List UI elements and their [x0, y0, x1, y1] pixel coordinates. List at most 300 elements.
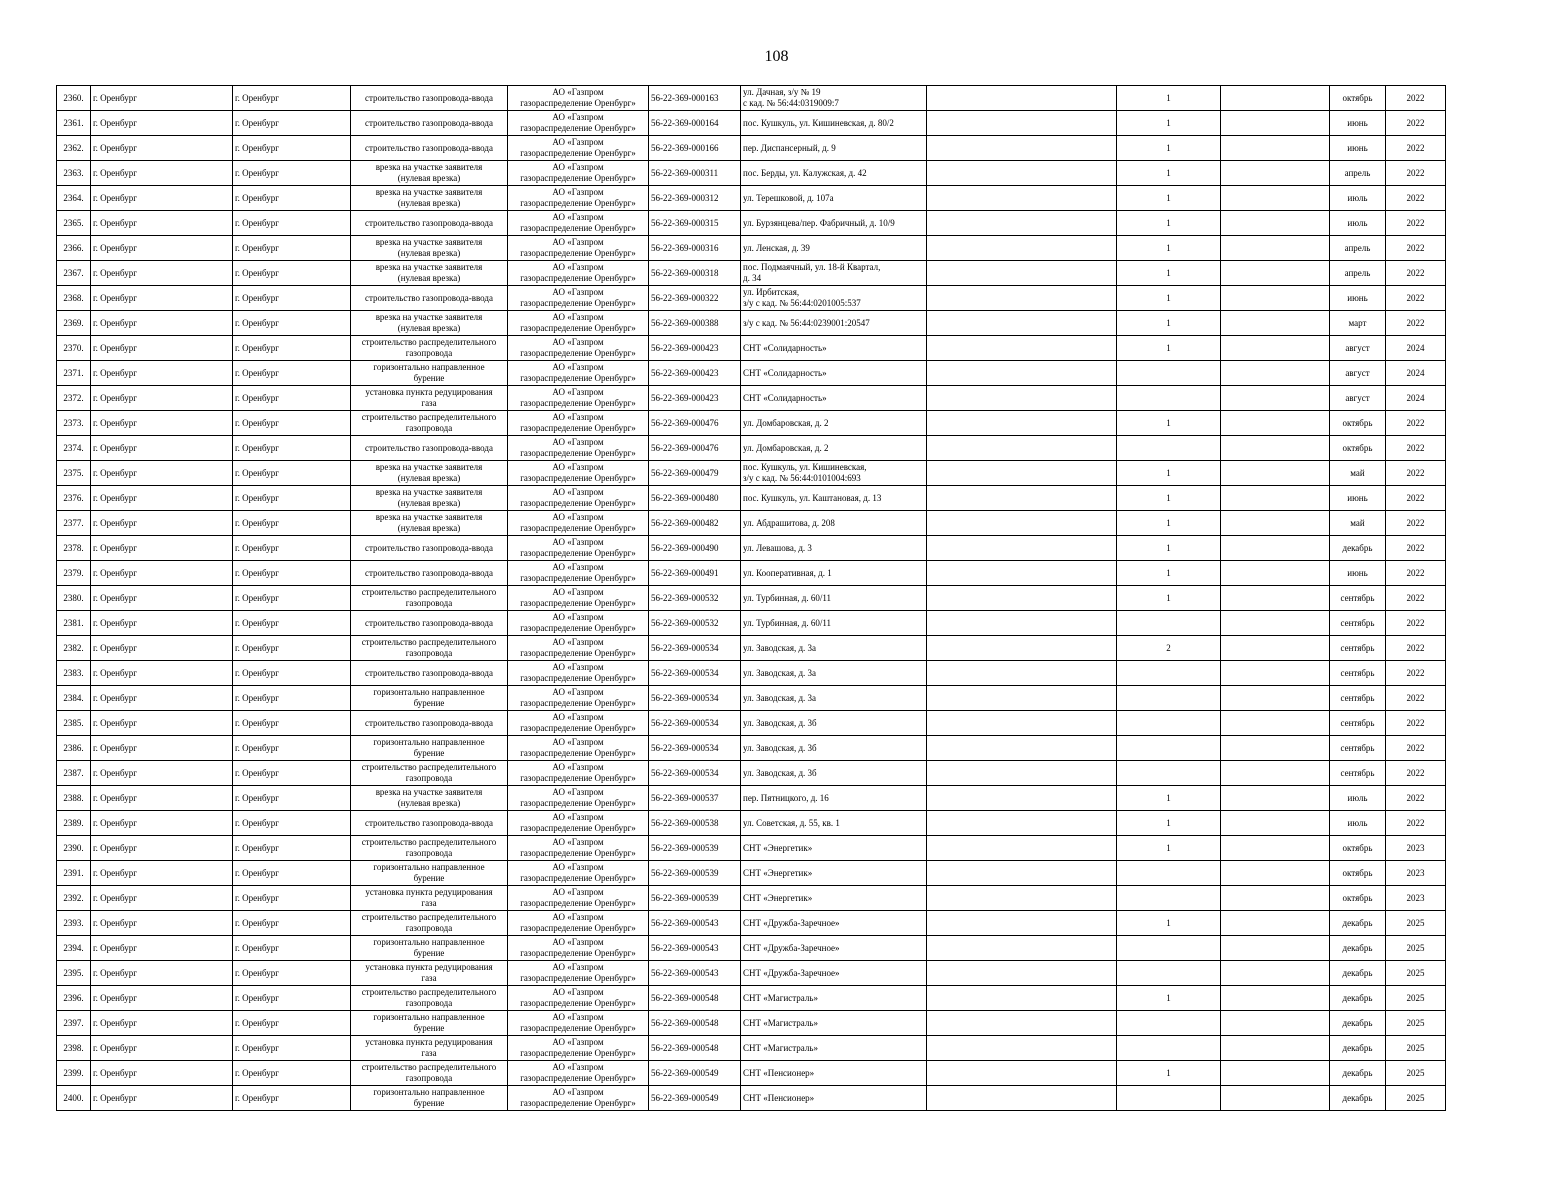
empty-cell — [1221, 961, 1330, 986]
row-number: 2385. — [57, 711, 91, 736]
work-type-cell-line: (нулевая врезка) — [397, 798, 461, 808]
row-number: 2376. — [57, 486, 91, 511]
row-number: 2363. — [57, 161, 91, 186]
count-cell — [1117, 761, 1221, 786]
organization-cell-line: АО «Газпром — [552, 212, 604, 222]
settlement-cell: г. Оренбург — [233, 686, 351, 711]
work-type-cell-line: (нулевая врезка) — [397, 523, 461, 533]
count-cell: 1 — [1117, 1061, 1221, 1086]
organization-cell — [508, 636, 649, 661]
work-type-cell-line: бурение — [413, 873, 445, 883]
work-type-cell — [351, 461, 508, 486]
organization-cell-line: газораспределение Оренбург» — [520, 148, 636, 158]
table-row — [57, 1061, 1446, 1086]
month-cell: декабрь — [1330, 1086, 1386, 1111]
count-cell — [1117, 961, 1221, 986]
district-cell: г. Оренбург — [91, 586, 233, 611]
organization-cell-line: газораспределение Оренбург» — [520, 198, 636, 208]
district-cell: г. Оренбург — [91, 786, 233, 811]
table-row — [57, 1011, 1446, 1036]
empty-cell — [1221, 761, 1330, 786]
row-number: 2399. — [57, 1061, 91, 1086]
extra-cell — [927, 186, 1117, 211]
count-cell: 1 — [1117, 911, 1221, 936]
address-cell-line: СНТ «Магистраль» — [743, 1042, 818, 1053]
object-code-cell: 56-22-369-000548 — [649, 986, 741, 1011]
address-cell — [741, 611, 927, 636]
address-cell — [741, 486, 927, 511]
address-cell-line: СНТ «Энергетик» — [743, 892, 813, 903]
object-code-cell: 56-22-369-000543 — [649, 911, 741, 936]
work-type-cell-line: бурение — [413, 698, 445, 708]
empty-cell — [1221, 311, 1330, 336]
work-type-cell-line: горизонтально направленное — [373, 862, 485, 872]
organization-cell — [508, 811, 649, 836]
work-type-cell-line: врезка на участке заявителя — [375, 162, 483, 172]
work-type-cell — [351, 261, 508, 286]
row-number: 2374. — [57, 436, 91, 461]
count-cell: 1 — [1117, 411, 1221, 436]
year-cell: 2025 — [1386, 1036, 1446, 1061]
organization-cell-line: газораспределение Оренбург» — [520, 323, 636, 333]
work-type-cell-line: строительство газопровода-ввода — [365, 542, 493, 553]
work-type-cell — [351, 361, 508, 386]
address-cell-line: СНТ «Магистраль» — [743, 992, 818, 1003]
work-type-cell-line: горизонтально направленное — [373, 362, 485, 372]
organization-cell-line: газораспределение Оренбург» — [520, 1048, 636, 1058]
work-type-cell-line: врезка на участке заявителя — [375, 262, 483, 272]
organization-cell-line: газораспределение Оренбург» — [520, 273, 636, 283]
organization-cell-line: газораспределение Оренбург» — [520, 1073, 636, 1083]
settlement-cell: г. Оренбург — [233, 986, 351, 1011]
month-cell: июнь — [1330, 561, 1386, 586]
year-cell: 2022 — [1386, 261, 1446, 286]
empty-cell — [1221, 1061, 1330, 1086]
work-type-cell-line: газа — [421, 398, 437, 408]
settlement-cell: г. Оренбург — [233, 1011, 351, 1036]
object-code-cell: 56-22-369-000539 — [649, 836, 741, 861]
work-type-cell-line: строительство распределительного — [361, 987, 497, 997]
row-number: 2362. — [57, 136, 91, 161]
address-cell-line: СНТ «Дружба-Заречное» — [743, 967, 840, 978]
row-number: 2394. — [57, 936, 91, 961]
month-cell: декабрь — [1330, 936, 1386, 961]
row-number: 2387. — [57, 761, 91, 786]
work-type-cell-line: строительство газопровода-ввода — [365, 117, 493, 128]
month-cell: апрель — [1330, 261, 1386, 286]
address-cell-line: з/у с кад. № 56:44:0239001:20547 — [743, 317, 870, 328]
table-row — [57, 211, 1446, 236]
work-type-cell-line: строительство газопровода-ввода — [365, 567, 493, 578]
count-cell: 1 — [1117, 561, 1221, 586]
work-type-cell — [351, 386, 508, 411]
extra-cell — [927, 1011, 1117, 1036]
year-cell: 2024 — [1386, 361, 1446, 386]
address-cell — [741, 261, 927, 286]
count-cell — [1117, 386, 1221, 411]
settlement-cell: г. Оренбург — [233, 786, 351, 811]
organization-cell-line: АО «Газпром — [552, 712, 604, 722]
table-row — [57, 261, 1446, 286]
organization-cell-line: газораспределение Оренбург» — [520, 798, 636, 808]
work-type-cell-line: врезка на участке заявителя — [375, 787, 483, 797]
organization-cell — [508, 336, 649, 361]
row-number: 2382. — [57, 636, 91, 661]
work-type-cell-line: газопровода — [405, 998, 453, 1008]
count-cell: 1 — [1117, 811, 1221, 836]
work-type-cell-line: строительство газопровода-ввода — [365, 617, 493, 628]
organization-cell — [508, 536, 649, 561]
address-cell — [741, 961, 927, 986]
empty-cell — [1221, 786, 1330, 811]
settlement-cell: г. Оренбург — [233, 336, 351, 361]
table-row — [57, 736, 1446, 761]
empty-cell — [1221, 361, 1330, 386]
table-row — [57, 236, 1446, 261]
organization-cell — [508, 511, 649, 536]
work-type-cell-line: горизонтально направленное — [373, 937, 485, 947]
address-cell — [741, 936, 927, 961]
year-cell: 2022 — [1386, 311, 1446, 336]
address-cell — [741, 211, 927, 236]
organization-cell — [508, 436, 649, 461]
year-cell: 2022 — [1386, 411, 1446, 436]
address-cell — [741, 1086, 927, 1111]
table-row — [57, 911, 1446, 936]
organization-cell-line: АО «Газпром — [552, 987, 604, 997]
organization-cell — [508, 86, 649, 111]
extra-cell — [927, 386, 1117, 411]
row-number: 2375. — [57, 461, 91, 486]
work-type-cell-line: (нулевая врезка) — [397, 473, 461, 483]
month-cell: апрель — [1330, 236, 1386, 261]
address-cell-line: СНТ «Энергетик» — [743, 842, 813, 853]
extra-cell — [927, 736, 1117, 761]
month-cell: октябрь — [1330, 886, 1386, 911]
address-cell — [741, 436, 927, 461]
count-cell: 1 — [1117, 986, 1221, 1011]
year-cell: 2022 — [1386, 536, 1446, 561]
address-cell — [741, 736, 927, 761]
address-cell-line: пос. Кушкуль, ул. Каштановая, д. 13 — [743, 492, 882, 503]
table-row — [57, 111, 1446, 136]
table-row — [57, 386, 1446, 411]
settlement-cell: г. Оренбург — [233, 861, 351, 886]
address-cell-line: ул. Ленская, д. 39 — [743, 242, 810, 253]
object-code-cell: 56-22-369-000479 — [649, 461, 741, 486]
year-cell: 2022 — [1386, 736, 1446, 761]
empty-cell — [1221, 561, 1330, 586]
address-cell — [741, 236, 927, 261]
work-type-cell-line: строительство газопровода-ввода — [365, 667, 493, 678]
object-code-cell: 56-22-369-000164 — [649, 111, 741, 136]
table-row — [57, 936, 1446, 961]
object-code-cell: 56-22-369-000316 — [649, 236, 741, 261]
empty-cell — [1221, 111, 1330, 136]
extra-cell — [927, 611, 1117, 636]
empty-cell — [1221, 936, 1330, 961]
organization-cell — [508, 361, 649, 386]
empty-cell — [1221, 736, 1330, 761]
table-row — [57, 786, 1446, 811]
month-cell: октябрь — [1330, 86, 1386, 111]
district-cell: г. Оренбург — [91, 686, 233, 711]
organization-cell-line: АО «Газпром — [552, 637, 604, 647]
year-cell: 2024 — [1386, 386, 1446, 411]
work-type-cell-line: врезка на участке заявителя — [375, 312, 483, 322]
empty-cell — [1221, 86, 1330, 111]
district-cell: г. Оренбург — [91, 836, 233, 861]
work-type-cell-line: газа — [421, 898, 437, 908]
address-cell — [741, 711, 927, 736]
object-code-cell: 56-22-369-000476 — [649, 436, 741, 461]
address-cell-line: с кад. № 56:44:0319009:7 — [743, 98, 839, 108]
address-cell-line: ул. Турбинная, д. 60/11 — [743, 617, 832, 628]
organization-cell — [508, 861, 649, 886]
settlement-cell: г. Оренбург — [233, 436, 351, 461]
count-cell — [1117, 1086, 1221, 1111]
work-type-cell — [351, 436, 508, 461]
organization-cell — [508, 711, 649, 736]
organization-cell — [508, 761, 649, 786]
count-cell: 1 — [1117, 786, 1221, 811]
address-cell-line: д. 34 — [743, 273, 762, 283]
object-code-cell: 56-22-369-000548 — [649, 1036, 741, 1061]
table-row — [57, 661, 1446, 686]
settlement-cell: г. Оренбург — [233, 911, 351, 936]
settlement-cell: г. Оренбург — [233, 186, 351, 211]
organization-cell-line: газораспределение Оренбург» — [520, 448, 636, 458]
work-type-cell — [351, 786, 508, 811]
object-code-cell: 56-22-369-000480 — [649, 486, 741, 511]
extra-cell — [927, 111, 1117, 136]
work-type-cell-line: установка пункта редуцирования — [365, 962, 493, 972]
organization-cell-line: газораспределение Оренбург» — [520, 248, 636, 258]
address-cell — [741, 786, 927, 811]
year-cell: 2022 — [1386, 611, 1446, 636]
organization-cell-line: АО «Газпром — [552, 112, 604, 122]
object-code-cell: 56-22-369-000539 — [649, 861, 741, 886]
row-number: 2392. — [57, 886, 91, 911]
extra-cell — [927, 586, 1117, 611]
month-cell: декабрь — [1330, 536, 1386, 561]
year-cell: 2022 — [1386, 211, 1446, 236]
work-type-cell-line: бурение — [413, 1023, 445, 1033]
organization-cell-line: АО «Газпром — [552, 762, 604, 772]
year-cell: 2025 — [1386, 936, 1446, 961]
empty-cell — [1221, 686, 1330, 711]
object-code-cell: 56-22-369-000388 — [649, 311, 741, 336]
organization-cell-line: АО «Газпром — [552, 387, 604, 397]
address-cell-line: СНТ «Солидарность» — [743, 367, 827, 378]
organization-cell-line: АО «Газпром — [552, 612, 604, 622]
month-cell: декабрь — [1330, 1061, 1386, 1086]
object-code-cell: 56-22-369-000538 — [649, 811, 741, 836]
count-cell — [1117, 1036, 1221, 1061]
work-type-cell-line: газопровода — [405, 348, 453, 358]
organization-cell-line: газораспределение Оренбург» — [520, 723, 636, 733]
extra-cell — [927, 161, 1117, 186]
organization-cell — [508, 786, 649, 811]
object-code-cell: 56-22-369-000163 — [649, 86, 741, 111]
table-row — [57, 536, 1446, 561]
address-cell-line: ул. Дачная, з/у № 19 — [743, 87, 821, 97]
extra-cell — [927, 236, 1117, 261]
year-cell: 2022 — [1386, 586, 1446, 611]
district-cell: г. Оренбург — [91, 161, 233, 186]
address-cell-line: ул. Терешковой, д. 107а — [743, 192, 834, 203]
work-type-cell-line: газопровода — [405, 1073, 453, 1083]
table-row — [57, 886, 1446, 911]
row-number: 2383. — [57, 661, 91, 686]
organization-cell — [508, 411, 649, 436]
organization-cell-line: газораспределение Оренбург» — [520, 373, 636, 383]
work-type-cell — [351, 211, 508, 236]
work-type-cell — [351, 186, 508, 211]
organization-cell-line: газораспределение Оренбург» — [520, 548, 636, 558]
work-type-cell — [351, 686, 508, 711]
object-code-cell: 56-22-369-000537 — [649, 786, 741, 811]
work-type-cell — [351, 111, 508, 136]
count-cell — [1117, 611, 1221, 636]
object-code-cell: 56-22-369-000476 — [649, 411, 741, 436]
address-cell-line: ул. Заводская, д. 3а — [743, 642, 817, 653]
organization-cell-line: АО «Газпром — [552, 562, 604, 572]
organization-cell-line: АО «Газпром — [552, 162, 604, 172]
address-cell — [741, 161, 927, 186]
work-type-cell-line: строительство распределительного — [361, 412, 497, 422]
organization-cell — [508, 161, 649, 186]
organization-cell-line: газораспределение Оренбург» — [520, 873, 636, 883]
work-type-cell-line: газопровода — [405, 648, 453, 658]
row-number: 2391. — [57, 861, 91, 886]
district-cell: г. Оренбург — [91, 286, 233, 311]
table-row — [57, 986, 1446, 1011]
address-cell-line: ул. Заводская, д. 3а — [743, 667, 817, 678]
extra-cell — [927, 661, 1117, 686]
settlement-cell: г. Оренбург — [233, 86, 351, 111]
count-cell — [1117, 861, 1221, 886]
district-cell: г. Оренбург — [91, 561, 233, 586]
row-number: 2396. — [57, 986, 91, 1011]
settlement-cell: г. Оренбург — [233, 111, 351, 136]
extra-cell — [927, 886, 1117, 911]
table-row — [57, 461, 1446, 486]
settlement-cell: г. Оренбург — [233, 511, 351, 536]
district-cell: г. Оренбург — [91, 336, 233, 361]
settlement-cell: г. Оренбург — [233, 811, 351, 836]
organization-cell — [508, 261, 649, 286]
work-type-cell-line: установка пункта редуцирования — [365, 887, 493, 897]
year-cell: 2022 — [1386, 461, 1446, 486]
organization-cell — [508, 111, 649, 136]
year-cell: 2022 — [1386, 111, 1446, 136]
year-cell: 2025 — [1386, 1061, 1446, 1086]
month-cell: июнь — [1330, 486, 1386, 511]
work-type-cell-line: газопровода — [405, 923, 453, 933]
organization-cell-line: газораспределение Оренбург» — [520, 523, 636, 533]
work-type-cell-line: бурение — [413, 1098, 445, 1108]
district-cell: г. Оренбург — [91, 736, 233, 761]
year-cell: 2022 — [1386, 761, 1446, 786]
work-type-cell-line: строительство газопровода-ввода — [365, 92, 493, 103]
year-cell: 2022 — [1386, 236, 1446, 261]
month-cell: июль — [1330, 786, 1386, 811]
object-code-cell: 56-22-369-000423 — [649, 336, 741, 361]
address-cell-line: СНТ «Солидарность» — [743, 342, 827, 353]
district-cell: г. Оренбург — [91, 86, 233, 111]
organization-cell-line: АО «Газпром — [552, 787, 604, 797]
organization-cell-line: АО «Газпром — [552, 1087, 604, 1097]
month-cell: сентябрь — [1330, 736, 1386, 761]
row-number: 2379. — [57, 561, 91, 586]
settlement-cell: г. Оренбург — [233, 536, 351, 561]
row-number: 2367. — [57, 261, 91, 286]
object-code-cell: 56-22-369-000423 — [649, 361, 741, 386]
extra-cell — [927, 936, 1117, 961]
work-type-cell-line: врезка на участке заявителя — [375, 462, 483, 472]
object-code-cell: 56-22-369-000491 — [649, 561, 741, 586]
year-cell: 2022 — [1386, 186, 1446, 211]
work-type-cell-line: (нулевая врезка) — [397, 323, 461, 333]
month-cell: сентябрь — [1330, 761, 1386, 786]
work-type-cell — [351, 1011, 508, 1036]
month-cell: сентябрь — [1330, 636, 1386, 661]
year-cell: 2022 — [1386, 661, 1446, 686]
district-cell: г. Оренбург — [91, 436, 233, 461]
month-cell: сентябрь — [1330, 686, 1386, 711]
work-type-cell-line: строительство распределительного — [361, 587, 497, 597]
year-cell: 2023 — [1386, 836, 1446, 861]
district-cell: г. Оренбург — [91, 661, 233, 686]
organization-cell-line: газораспределение Оренбург» — [520, 223, 636, 233]
district-cell: г. Оренбург — [91, 1036, 233, 1061]
count-cell: 1 — [1117, 161, 1221, 186]
work-type-cell-line: горизонтально направленное — [373, 687, 485, 697]
settlement-cell: г. Оренбург — [233, 211, 351, 236]
extra-cell — [927, 761, 1117, 786]
extra-cell — [927, 711, 1117, 736]
object-code-cell: 56-22-369-000490 — [649, 536, 741, 561]
table-row — [57, 586, 1446, 611]
organization-cell-line: АО «Газпром — [552, 262, 604, 272]
object-code-cell: 56-22-369-000166 — [649, 136, 741, 161]
organization-cell-line: газораспределение Оренбург» — [520, 648, 636, 658]
table-row — [57, 961, 1446, 986]
work-type-cell-line: газа — [421, 973, 437, 983]
organization-cell-line: АО «Газпром — [552, 237, 604, 247]
work-type-cell — [351, 586, 508, 611]
settlement-cell: г. Оренбург — [233, 711, 351, 736]
district-cell: г. Оренбург — [91, 136, 233, 161]
count-cell — [1117, 686, 1221, 711]
work-type-cell-line: газопровода — [405, 773, 453, 783]
count-cell: 1 — [1117, 461, 1221, 486]
organization-cell — [508, 1086, 649, 1111]
organization-cell-line: АО «Газпром — [552, 462, 604, 472]
empty-cell — [1221, 336, 1330, 361]
empty-cell — [1221, 186, 1330, 211]
extra-cell — [927, 286, 1117, 311]
organization-cell-line: АО «Газпром — [552, 1012, 604, 1022]
month-cell: июнь — [1330, 111, 1386, 136]
object-code-cell: 56-22-369-000534 — [649, 661, 741, 686]
address-cell-line: ул. Домбаровская, д. 2 — [743, 442, 829, 453]
object-code-cell: 56-22-369-000534 — [649, 761, 741, 786]
organization-cell-line: АО «Газпром — [552, 437, 604, 447]
count-cell: 1 — [1117, 86, 1221, 111]
table-row — [57, 611, 1446, 636]
